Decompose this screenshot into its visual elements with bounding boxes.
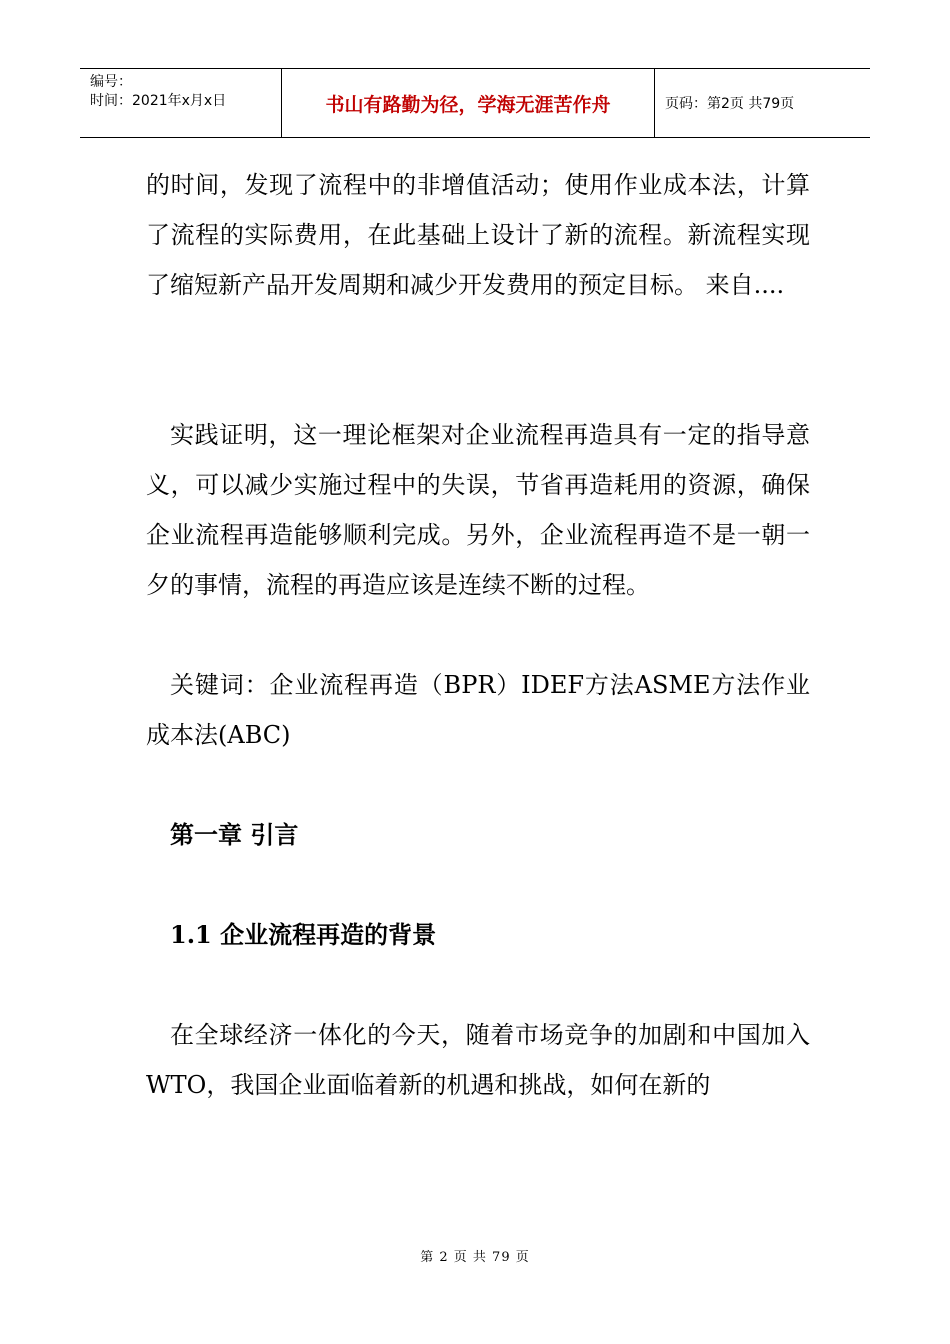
paragraph-practice: 实践证明，这一理论框架对企业流程再造具有一定的指导意义，可以减少实施过程中的失误，节省再造耗用的资源，确保企业流程再造能够顺利完成。另外，企业流程再造不是一朝一夕的事情，流程的再造应该是连续不断的过程。 bbox=[146, 421, 810, 599]
page-footer: 第 2 页 共 79 页 bbox=[420, 1250, 530, 1265]
header-page-label: 页码：第2页 共79页 bbox=[665, 96, 795, 112]
section-heading: 1.1 企业流程再造的背景 bbox=[170, 920, 437, 949]
header-motto-cell bbox=[282, 69, 655, 137]
document-number-label: 编号： bbox=[90, 74, 132, 90]
page-header bbox=[80, 68, 870, 138]
paragraph-background: 在全球经济一体化的今天，随着市场竞争的加剧和中国加入WTO，我国企业面临着新的机遇和挑战，如何在新的 bbox=[146, 1021, 810, 1099]
keywords-paragraph: 关键词：企业流程再造（BPR）IDEF方法ASME方法作业成本法(ABC) bbox=[146, 671, 810, 749]
header-motto: 书山有路勤为径，学海无涯苦作舟 bbox=[325, 93, 611, 116]
spacer bbox=[146, 310, 810, 410]
spacer bbox=[146, 760, 810, 810]
header-page-cell bbox=[655, 69, 870, 137]
header-meta-cell bbox=[80, 69, 282, 137]
chapter-heading: 第一章 引言 bbox=[170, 820, 299, 849]
paragraph-continued: 的时间，发现了流程中的非增值活动；使用作业成本法，计算了流程的实际费用，在此基础上设计了新的流程。新流程实现了缩短新产品开发周期和减少开发费用的预定目标。 来自.... bbox=[146, 171, 810, 299]
spacer bbox=[146, 860, 810, 910]
spacer bbox=[146, 960, 810, 1010]
document-body bbox=[146, 160, 810, 1110]
spacer bbox=[146, 610, 810, 660]
document-time-label: 时间：2021年x月x日 bbox=[90, 93, 227, 109]
